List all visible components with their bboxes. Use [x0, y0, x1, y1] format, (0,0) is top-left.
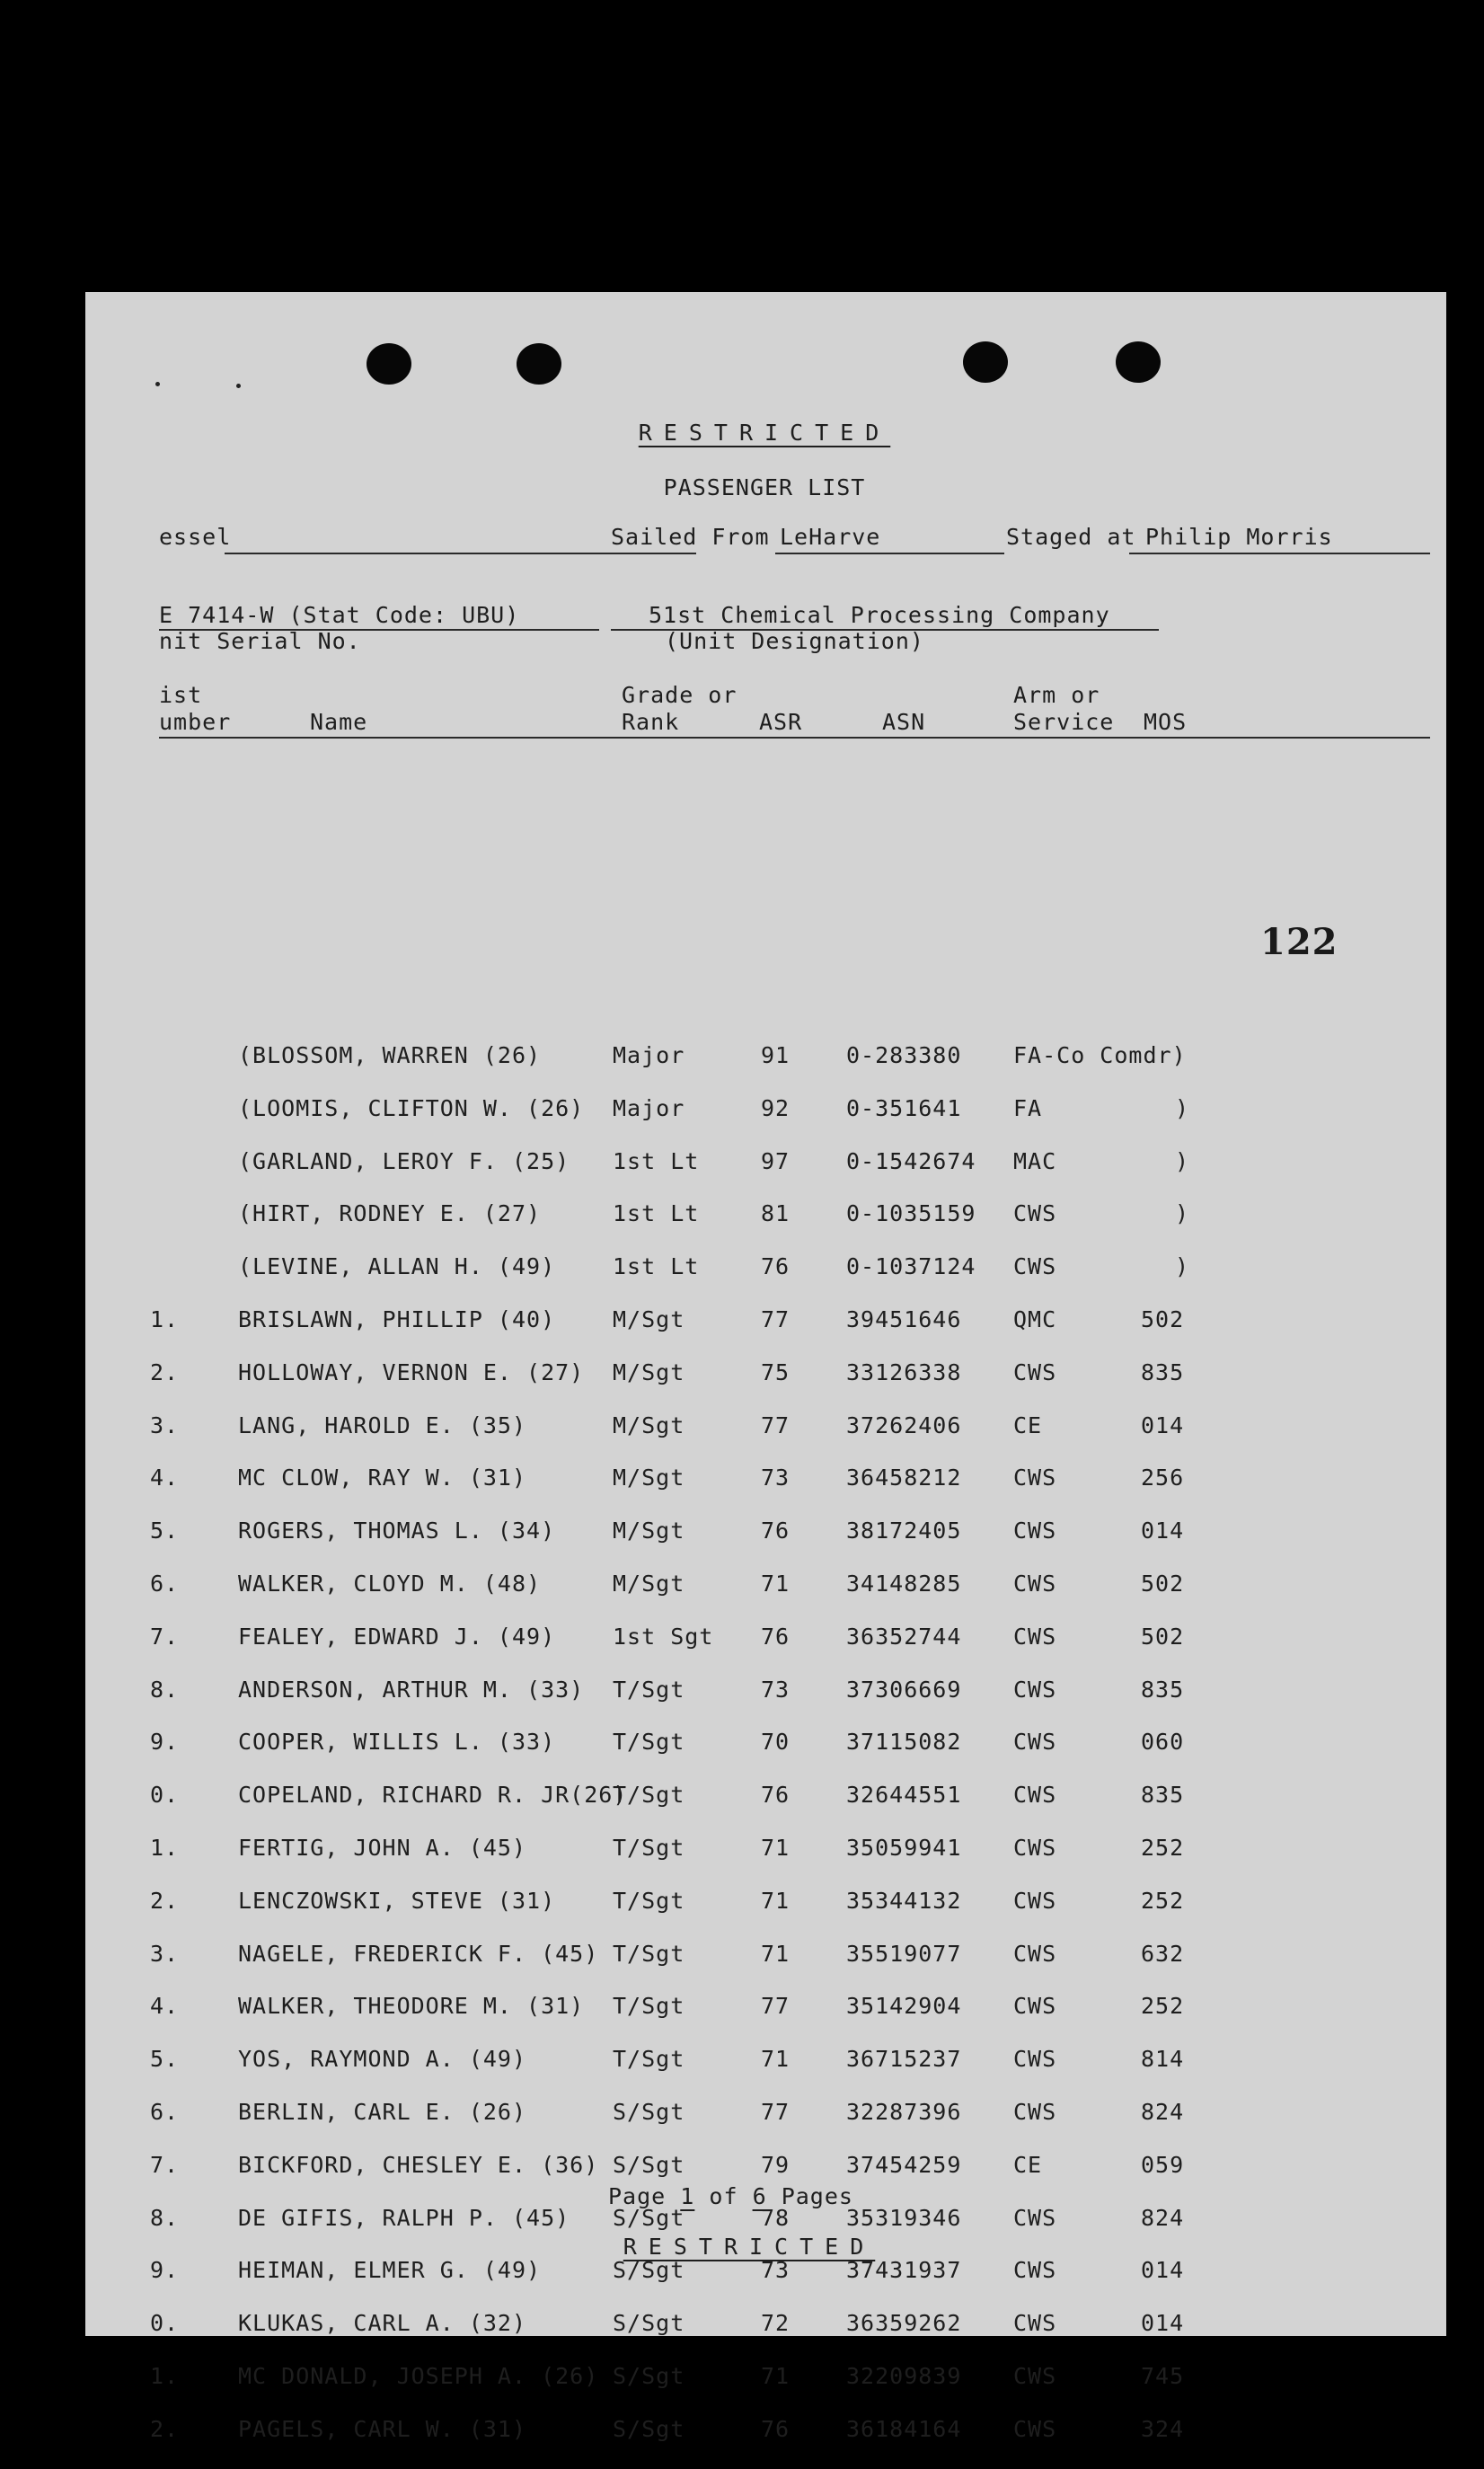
cell-num: 5. [150, 1518, 180, 1544]
cell-arm: CWS [1013, 1253, 1057, 1280]
cell-mos: 835 [1141, 1358, 1185, 1385]
cell-asn: 35344132 [846, 1887, 962, 1914]
cell-name: LANG, HAROLD E. (35) [238, 1411, 527, 1438]
cell-name: FEALEY, EDWARD J. (49) [238, 1623, 556, 1650]
table-row [85, 2310, 1446, 2363]
cell-rank: T/Sgt [613, 1887, 685, 1914]
cell-num: 6. [150, 2098, 180, 2125]
table-row [85, 1835, 1446, 1888]
cell-asr: 71 [761, 2046, 791, 2073]
cell-mos: 059 [1141, 2151, 1185, 2178]
cell-rank: M/Sgt [613, 1465, 685, 1491]
cell-asr: 77 [761, 1305, 791, 1332]
cell-arm: CWS [1013, 2046, 1057, 2073]
cell-name: (LOOMIS, CLIFTON W. (26) [238, 1094, 585, 1121]
cell-paren: ) [1175, 1094, 1190, 1121]
table-row [85, 1253, 1446, 1306]
cell-asn: 37262406 [846, 1411, 962, 1438]
cell-asr: 77 [761, 1411, 791, 1438]
table-row [85, 1677, 1446, 1730]
cell-num: 4. [150, 1465, 180, 1491]
table-row [85, 1624, 1446, 1677]
table-row [85, 2099, 1446, 2152]
cell-mos: 502 [1141, 1570, 1185, 1597]
cell-rank: M/Sgt [613, 1358, 685, 1385]
cell-asr: 81 [761, 1200, 791, 1227]
table-row [85, 1095, 1446, 1148]
cell-asn: 35142904 [846, 1993, 962, 2020]
cell-rank: T/Sgt [613, 1940, 685, 1967]
cell-rank: S/Sgt [613, 2204, 685, 2231]
cell-asr: 76 [761, 2415, 791, 2442]
staged-at-label: Staged at [1006, 524, 1136, 550]
cell-name: (GARLAND, LEROY F. (25) [238, 1147, 570, 1174]
cell-rank: T/Sgt [613, 2046, 685, 2073]
cell-arm: CWS [1013, 2415, 1057, 2442]
cell-rank: T/Sgt [613, 1729, 685, 1756]
cell-name: MC DONALD, JOSEPH A. (26) [238, 2362, 599, 2389]
cell-num: 8. [150, 2204, 180, 2231]
cell-name: BICKFORD, CHESLEY E. (36) [238, 2151, 599, 2178]
cell-mos: 814 [1141, 2046, 1185, 2073]
header-rule [159, 737, 1430, 739]
table-row [85, 1148, 1446, 1201]
cell-arm: CE [1013, 2151, 1043, 2178]
cell-asn: 33126338 [846, 1358, 962, 1385]
cell-arm: CWS [1013, 1940, 1057, 1967]
cell-num: 7. [150, 2151, 180, 2178]
vessel-blank [225, 553, 696, 554]
cell-asn: 37431937 [846, 2257, 962, 2284]
table-row [85, 2363, 1446, 2416]
cell-name: HOLLOWAY, VERNON E. (27) [238, 1358, 585, 1385]
cell-num: 1. [150, 1305, 180, 1332]
cell-arm: CWS [1013, 1676, 1057, 1703]
cell-arm: CWS [1013, 1729, 1057, 1756]
cell-num: 2. [150, 1358, 180, 1385]
cell-mos: 835 [1141, 1676, 1185, 1703]
cell-arm: CE [1013, 1411, 1043, 1438]
cell-name: FERTIG, JOHN A. (45) [238, 1834, 527, 1861]
cell-name: (BLOSSOM, WARREN (26) [238, 1042, 542, 1068]
col-list-number-1: ist [159, 682, 203, 708]
punch-hole [517, 343, 561, 385]
cell-asn: 37115082 [846, 1729, 962, 1756]
cell-name: COOPER, WILLIS L. (33) [238, 1729, 556, 1756]
cell-asr: 73 [761, 1676, 791, 1703]
cell-arm: CWS [1013, 1623, 1057, 1650]
cell-rank: S/Sgt [613, 2362, 685, 2389]
cell-arm: CWS [1013, 1782, 1057, 1809]
cell-name: COPELAND, RICHARD R. JR(26) [238, 1782, 628, 1809]
table-row [85, 1042, 1446, 1095]
pages-word: Pages [781, 2183, 853, 2209]
page-word: Page [608, 2183, 667, 2209]
cell-arm: CWS [1013, 2098, 1057, 2125]
table-row [85, 1359, 1446, 1412]
sailed-from-label: Sailed From [611, 524, 770, 550]
cell-name: MC CLOW, RAY W. (31) [238, 1465, 527, 1491]
cell-name: YOS, RAYMOND A. (49) [238, 2046, 527, 2073]
cell-asn: 38172405 [846, 1518, 962, 1544]
table-row [85, 1518, 1446, 1571]
cell-asr: 75 [761, 1358, 791, 1385]
cell-rank: T/Sgt [613, 1993, 685, 2020]
cell-name: NAGELE, FREDERICK F. (45) [238, 1940, 599, 1967]
cell-num: 9. [150, 1729, 180, 1756]
col-arm-2: Service [1013, 709, 1115, 735]
cell-mos: 256 [1141, 1465, 1185, 1491]
table-row [85, 1465, 1446, 1518]
cell-mos: 252 [1141, 1993, 1185, 2020]
cell-asr: 71 [761, 2362, 791, 2389]
cell-rank: S/Sgt [613, 2098, 685, 2125]
cell-asr: 92 [761, 1094, 791, 1121]
cell-rank: S/Sgt [613, 2257, 685, 2284]
cell-mos: 252 [1141, 1834, 1185, 1861]
table-row [85, 1993, 1446, 2046]
table-row [85, 2416, 1446, 2469]
table-row [85, 1412, 1446, 1465]
cell-arm: CWS [1013, 1200, 1057, 1227]
cell-asr: 97 [761, 1147, 791, 1174]
col-asn: ASN [882, 709, 926, 735]
cell-mos: 014 [1141, 2310, 1185, 2337]
staged-at-value: Philip Morris [1145, 524, 1333, 550]
table-row [85, 2257, 1446, 2310]
paper-speck [155, 382, 160, 386]
cell-rank: 1st Sgt [613, 1623, 714, 1650]
cell-arm: CWS [1013, 2310, 1057, 2337]
cell-asr: 71 [761, 1834, 791, 1861]
cell-rank: 1st Lt [613, 1147, 700, 1174]
cell-mos: 252 [1141, 1887, 1185, 1914]
cell-name: DE GIFIS, RALPH P. (45) [238, 2204, 570, 2231]
sailed-from-value: LeHarve [780, 524, 881, 550]
punch-hole [367, 343, 411, 385]
cell-asr: 71 [761, 1940, 791, 1967]
cell-mos: 060 [1141, 1729, 1185, 1756]
cell-asn: 36352744 [846, 1623, 962, 1650]
cell-name: PAGELS, CARL W. (31) [238, 2415, 527, 2442]
cell-asr: 73 [761, 1465, 791, 1491]
cell-num: 1. [150, 1834, 180, 1861]
cell-asn: 32644551 [846, 1782, 962, 1809]
cell-num: 6. [150, 1570, 180, 1597]
cell-num: 4. [150, 1993, 180, 2020]
cell-mos: 632 [1141, 1940, 1185, 1967]
cell-arm: CWS [1013, 1518, 1057, 1544]
cell-arm: MAC [1013, 1147, 1057, 1174]
cell-arm: FA [1013, 1094, 1043, 1121]
cell-asr: 71 [761, 1570, 791, 1597]
cell-rank: Major [613, 1042, 685, 1068]
cell-name: LENCZOWSKI, STEVE (31) [238, 1887, 556, 1914]
punch-hole [1116, 341, 1161, 383]
cell-arm: CWS [1013, 1570, 1057, 1597]
cell-asn: 37306669 [846, 1676, 962, 1703]
cell-rank: M/Sgt [613, 1411, 685, 1438]
cell-rank: T/Sgt [613, 1782, 685, 1809]
unit-designation-value: 51st Chemical Processing Company [649, 602, 1110, 628]
cell-rank: M/Sgt [613, 1518, 685, 1544]
page-indicator [608, 2183, 853, 2209]
cell-rank: S/Sgt [613, 2415, 685, 2442]
cell-arm: FA-Co Comdr) [1013, 1042, 1187, 1068]
cell-name: KLUKAS, CARL A. (32) [238, 2310, 527, 2337]
cell-asr: 76 [761, 1253, 791, 1280]
cell-asn: 35519077 [846, 1940, 962, 1967]
cell-mos: 324 [1141, 2415, 1185, 2442]
cell-arm: CWS [1013, 2362, 1057, 2389]
cell-asn: 35059941 [846, 1834, 962, 1861]
table-row [85, 1729, 1446, 1782]
cell-asr: 77 [761, 1993, 791, 2020]
cell-mos: 014 [1141, 1411, 1185, 1438]
cell-asn: 0-283380 [846, 1042, 962, 1068]
cell-name: HEIMAN, ELMER G. (49) [238, 2257, 542, 2284]
table-row [85, 1782, 1446, 1835]
cell-asr: 79 [761, 2151, 791, 2178]
cell-mos: 502 [1141, 1305, 1185, 1332]
paper-speck [236, 384, 241, 388]
cell-name: (LEVINE, ALLAN H. (49) [238, 1253, 556, 1280]
of-word: of [709, 2183, 738, 2209]
cell-asr: 76 [761, 1518, 791, 1544]
vessel-label: essel [159, 524, 232, 550]
col-mos: MOS [1144, 709, 1188, 735]
cell-asn: 0-1542674 [846, 1147, 976, 1174]
col-list-number-2: umber [159, 709, 232, 735]
cell-mos: 745 [1141, 2362, 1185, 2389]
page-edge-notch [1451, 1334, 1467, 1361]
stamp-number: 122 [1260, 921, 1338, 963]
cell-num: 0. [150, 2310, 180, 2337]
cell-asn: 35319346 [846, 2204, 962, 2231]
cell-num: 7. [150, 1623, 180, 1650]
table-row [85, 1888, 1446, 1941]
cell-paren: ) [1175, 1253, 1190, 1280]
unit-serial-value: E 7414-W (Stat Code: UBU) [159, 602, 520, 628]
cell-rank: Major [613, 1094, 685, 1121]
cell-arm: CWS [1013, 2257, 1057, 2284]
col-name: Name [310, 709, 368, 735]
cell-arm: CWS [1013, 1465, 1057, 1491]
cell-rank: T/Sgt [613, 1676, 685, 1703]
page-total: 6 [752, 2183, 767, 2209]
cell-mos: 014 [1141, 2257, 1185, 2284]
cell-mos: 014 [1141, 1518, 1185, 1544]
unit-serial-label: nit Serial No. [159, 628, 361, 654]
restricted-header: RESTRICTED [638, 420, 891, 446]
cell-num: 3. [150, 1411, 180, 1438]
cell-name: WALKER, THEODORE M. (31) [238, 1993, 585, 2020]
cell-asn: 36715237 [846, 2046, 962, 2073]
cell-num: 9. [150, 2257, 180, 2284]
col-grade-1: Grade or [622, 682, 738, 708]
cell-mos: 824 [1141, 2204, 1185, 2231]
cell-rank: M/Sgt [613, 1570, 685, 1597]
cell-num: 0. [150, 1782, 180, 1809]
cell-asn: 36458212 [846, 1465, 962, 1491]
cell-asr: 78 [761, 2204, 791, 2231]
cell-rank: T/Sgt [613, 1834, 685, 1861]
cell-num: 5. [150, 2046, 180, 2073]
cell-asr: 71 [761, 1887, 791, 1914]
cell-asn: 36184164 [846, 2415, 962, 2442]
cell-name: WALKER, CLOYD M. (48) [238, 1570, 542, 1597]
document-title: PASSENGER LIST [663, 474, 866, 500]
cell-arm: CWS [1013, 2204, 1057, 2231]
punch-hole [963, 341, 1008, 383]
cell-arm: CWS [1013, 1358, 1057, 1385]
cell-arm: CWS [1013, 1834, 1057, 1861]
cell-asn: 0-351641 [846, 1094, 962, 1121]
cell-asr: 72 [761, 2310, 791, 2337]
cell-paren: ) [1175, 1200, 1190, 1227]
cell-asr: 77 [761, 2098, 791, 2125]
cell-asn: 36359262 [846, 2310, 962, 2337]
table-row [85, 1200, 1446, 1253]
cell-num: 2. [150, 2415, 180, 2442]
cell-num: 3. [150, 1940, 180, 1967]
col-arm-1: Arm or [1013, 682, 1100, 708]
cell-rank: M/Sgt [613, 1305, 685, 1332]
document-page [85, 292, 1446, 2442]
cell-paren: ) [1175, 1147, 1190, 1174]
cell-mos: 502 [1141, 1623, 1185, 1650]
restricted-footer: RESTRICTED [623, 2234, 876, 2260]
table-row [85, 1306, 1446, 1359]
table-row [85, 1941, 1446, 1994]
table-row [85, 2046, 1446, 2099]
cell-num: 2. [150, 1887, 180, 1914]
cell-name: BERLIN, CARL E. (26) [238, 2098, 527, 2125]
cell-arm: CWS [1013, 1887, 1057, 1914]
cell-asn: 39451646 [846, 1305, 962, 1332]
cell-asn: 32287396 [846, 2098, 962, 2125]
col-grade-2: Rank [622, 709, 680, 735]
cell-asn: 34148285 [846, 1570, 962, 1597]
cell-mos: 824 [1141, 2098, 1185, 2125]
cell-asn: 32209839 [846, 2362, 962, 2389]
cell-name: BRISLAWN, PHILLIP (40) [238, 1305, 556, 1332]
col-asr: ASR [759, 709, 803, 735]
cell-asr: 76 [761, 1782, 791, 1809]
cell-rank: S/Sgt [613, 2151, 685, 2178]
cell-mos: 835 [1141, 1782, 1185, 1809]
cell-asr: 73 [761, 2257, 791, 2284]
cell-num: 1. [150, 2362, 180, 2389]
cell-asr: 76 [761, 1623, 791, 1650]
cell-rank: S/Sgt [613, 2310, 685, 2337]
cell-asr: 70 [761, 1729, 791, 1756]
cell-rank: 1st Lt [613, 1253, 700, 1280]
cell-asr: 91 [761, 1042, 791, 1068]
cell-name: ANDERSON, ARTHUR M. (33) [238, 1676, 585, 1703]
cell-arm: QMC [1013, 1305, 1057, 1332]
cell-arm: CWS [1013, 1993, 1057, 2020]
staged-at-blank [1129, 553, 1430, 554]
cell-name: ROGERS, THOMAS L. (34) [238, 1518, 556, 1544]
table-row [85, 1571, 1446, 1624]
cell-asn: 0-1037124 [846, 1253, 976, 1280]
page-current: 1 [680, 2183, 695, 2209]
cell-name: (HIRT, RODNEY E. (27) [238, 1200, 542, 1227]
cell-rank: 1st Lt [613, 1200, 700, 1227]
sailed-from-blank [775, 553, 1004, 554]
unit-designation-label: (Unit Designation) [665, 628, 924, 654]
cell-asn: 0-1035159 [846, 1200, 976, 1227]
cell-num: 8. [150, 1676, 180, 1703]
cell-asn: 37454259 [846, 2151, 962, 2178]
